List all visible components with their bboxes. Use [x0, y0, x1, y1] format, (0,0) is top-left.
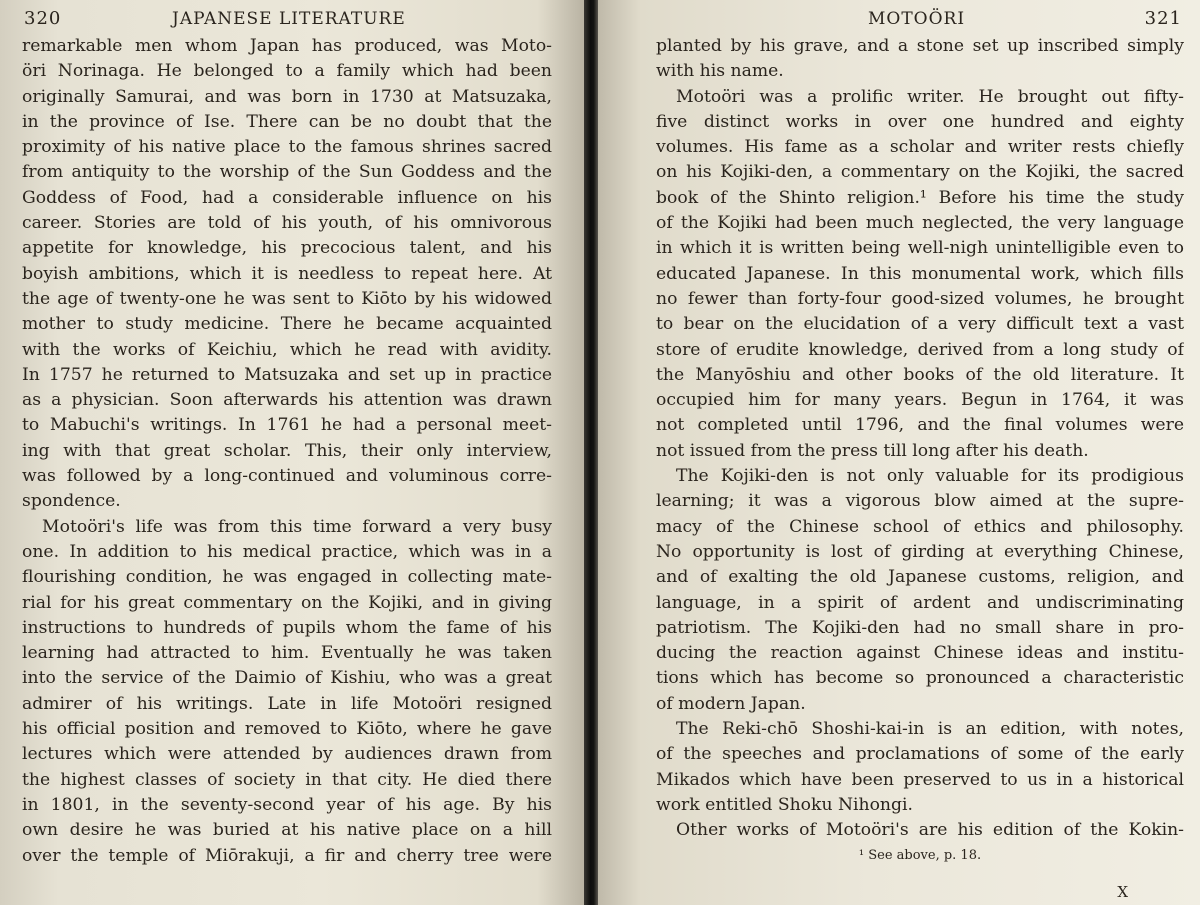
text-line: from antiquity to the worship of the Sun Goddess and the — [22, 162, 552, 183]
text-line: one. In addition to his medical practice, which was in a — [22, 541, 552, 562]
text-line: ducing the reaction against Chinese ideas and institu- — [656, 643, 1184, 664]
text-line: own desire he was buried at his native place on a hill — [22, 820, 552, 841]
text-line: volumes. His fame as a scholar and writer rests chiefly — [656, 137, 1184, 158]
text-line: of the Kojiki had been much neglected, the very language — [656, 213, 1184, 234]
page-number: 320 — [24, 8, 62, 29]
text-line: his official position and removed to Kiōto, where he gave — [22, 719, 552, 740]
text-line: was followed by a long-continued and voluminous corre- — [22, 466, 552, 487]
text-line: planted by his grave, and a stone set up inscribed simply — [656, 36, 1184, 56]
text-line: learning; it was a vigorous blow aimed at the supre- — [656, 491, 1184, 512]
text-line: Goddess of Food, had a considerable influence on his — [22, 187, 552, 208]
text-line: the highest classes of society in that city. He died there — [22, 769, 552, 790]
text-line: with his name. — [656, 61, 784, 82]
text-line: öri Norinaga. He belonged to a family which had been — [22, 61, 552, 82]
text-line: over the temple of Miōrakuji, a fir and cherry tree were — [22, 845, 552, 866]
text-line: occupied him for many years. Begun in 1764, it was — [656, 390, 1184, 411]
text-line: book of the Shinto religion.¹ Before his time the study — [656, 187, 1184, 208]
right-page-body — [656, 34, 1184, 844]
text-line: in the province of Ise. There can be no doubt that the — [22, 111, 552, 132]
text-line: Motoöri was a prolific writer. He brought out fifty- — [676, 86, 1184, 107]
book-gutter — [584, 0, 598, 905]
running-title: JAPANESE LITERATURE — [172, 9, 406, 29]
signature-mark: X — [1117, 883, 1128, 901]
text-line: career. Stories are told of his youth, of his omnivorous — [22, 213, 552, 234]
text-line: spondence. — [22, 491, 121, 512]
text-line: into the service of the Daimio of Kishiu, who was a great — [22, 668, 552, 689]
footnote: ¹ See above, p. 18. — [858, 847, 982, 863]
text-line: tions which has become so pronounced a characteristic — [656, 668, 1184, 689]
text-line: in 1801, in the seventy-second year of his age. By his — [22, 794, 552, 815]
text-line: in which it is written being well-nigh unintelligible even to — [656, 238, 1184, 259]
text-line: to Mabuchi's writings. In 1761 he had a personal meet- — [22, 415, 552, 436]
text-line: learning had attracted to him. Eventually he was taken — [22, 643, 552, 664]
right-page — [598, 0, 1200, 905]
text-line: as a physician. Soon afterwards his attention was drawn — [22, 390, 552, 411]
text-line: proximity of his native place to the famous shrines sacred — [22, 137, 552, 158]
text-line: Mikados which have been preserved to us in a historical — [656, 769, 1184, 790]
running-title: MOTOÖRI — [868, 9, 966, 29]
text-line: the Manyōshiu and other books of the old literature. It — [656, 364, 1184, 385]
text-line: appetite for knowledge, his precocious talent, and his — [22, 238, 552, 259]
text-line: the age of twenty-one he was sent to Kiōto by his widowed — [22, 288, 552, 309]
text-line: instructions to hundreds of pupils whom the fame of his — [22, 617, 552, 638]
text-line: not issued from the press till long after his death. — [656, 440, 1089, 461]
text-line: The Kojiki-den is not only valuable for its prodigious — [676, 466, 1184, 487]
text-line: patriotism. The Kojiki-den had no small share in pro- — [656, 617, 1184, 638]
right-page-header — [656, 4, 1184, 34]
text-line: no fewer than forty-four good-sized volumes, he brought — [656, 288, 1184, 309]
left-page-header — [22, 4, 552, 34]
text-line: five distinct works in over one hundred and eighty — [656, 111, 1184, 132]
text-line: boyish ambitions, which it is needless to repeat here. At — [22, 263, 552, 284]
text-line: with the works of Keichiu, which he read with avidity. — [22, 339, 552, 360]
text-line: flourishing condition, he was engaged in collecting mate- — [22, 567, 552, 588]
text-line: The Reki-chō Shoshi-kai-in is an edition, with notes, — [676, 719, 1184, 740]
text-line: ing with that great scholar. This, their only interview, — [22, 440, 552, 461]
text-line: rial for his great commentary on the Kojiki, and in giving — [22, 592, 552, 613]
page-number: 321 — [1144, 8, 1182, 29]
text-line: and of exalting the old Japanese customs, religion, and — [656, 567, 1184, 588]
text-line: remarkable men whom Japan has produced, was Moto- — [22, 36, 552, 56]
text-line: to bear on the elucidation of a very difficult text a vast — [656, 314, 1184, 335]
text-line: mother to study medicine. There he became acquainted — [22, 314, 552, 335]
text-line: educated Japanese. In this monumental work, which fills — [656, 263, 1184, 284]
left-page — [0, 0, 584, 905]
left-page-body — [22, 34, 552, 869]
text-line: language, in a spirit of ardent and undiscriminating — [656, 592, 1184, 613]
text-line: originally Samurai, and was born in 1730 at Matsuzaka, — [22, 86, 552, 107]
text-line: store of erudite knowledge, derived from a long study of — [656, 339, 1184, 360]
text-line: not completed until 1796, and the final volumes were — [656, 415, 1184, 436]
text-line: In 1757 he returned to Matsuzaka and set up in practice — [22, 364, 552, 385]
text-line: macy of the Chinese school of ethics and philosophy. — [656, 516, 1184, 537]
text-line: No opportunity is lost of girding at everything Chinese, — [656, 541, 1184, 562]
text-line: work entitled Shoku Nihongi. — [656, 794, 913, 815]
text-line: admirer of his writings. Late in life Motoöri resigned — [22, 693, 552, 714]
text-line: of the speeches and proclamations of some of the early — [656, 744, 1184, 765]
text-line: Other works of Motoöri's are his edition of the Kokin- — [676, 820, 1184, 841]
text-line: lectures which were attended by audiences drawn from — [22, 744, 552, 765]
text-line: of modern Japan. — [656, 693, 806, 714]
text-line: Motoöri's life was from this time forward a very busy — [42, 516, 552, 537]
text-line: on his Kojiki-den, a commentary on the Kojiki, the sacred — [656, 162, 1184, 183]
